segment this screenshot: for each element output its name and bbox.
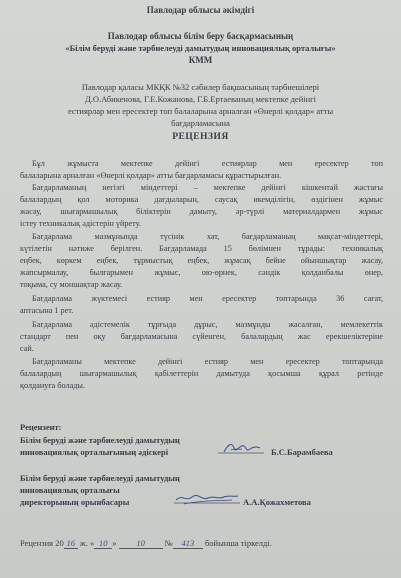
body-line: жапсырмалау, былғарымен жұмыс, ою-өрнек, сәндік қолданбалы өнер, bbox=[20, 268, 383, 277]
body-line: тоқыма, су моншақтар жасау. bbox=[20, 280, 123, 289]
document-title: РЕЦЕНЗИЯ bbox=[172, 132, 229, 142]
body-line: істеу техникалық әдістерін үйрету. bbox=[20, 219, 141, 228]
subject-line-3: естиярлар мен ересектер топ балаларына арналған «Өнерлі қолдар» атты bbox=[67, 106, 334, 116]
registration-month: 10 bbox=[119, 539, 163, 549]
body-line: балаларына арналған «Өнерлі қолдар» атты бағдарламасы құрастырылған. bbox=[20, 171, 282, 180]
signature-1 bbox=[216, 438, 266, 458]
body-line: аптасына 1 рет. bbox=[20, 306, 74, 315]
reviewer-1-org-line-2: инновациялық орталығының әдіскері bbox=[20, 447, 169, 457]
body-line: Бағдарламаны мектепке дейінгі естияр мен ересектер топтарында bbox=[32, 357, 383, 366]
subject-line-2: Д.О.Абикенова, Г.Е.Кожанова, Г.Б.Ертаеваның мектепке дейінгі bbox=[84, 94, 317, 104]
registration-suffix: бойынша тіркелді. bbox=[204, 538, 272, 548]
registration-mid-3: № bbox=[164, 538, 173, 548]
body-line: күтілетін нәтиже берілген. Бағдарламада 15 бөлімнен тұрады: техникалық bbox=[20, 244, 383, 253]
registration-mid-1: ж. « bbox=[79, 538, 95, 548]
body-line: сай. bbox=[20, 344, 34, 353]
body-line: балалардың қол моторика дағдыларын, саусақ икемділігін, өздігінен жұмыс bbox=[20, 195, 383, 204]
header-akimat: Павлодар облысы әкімдігі bbox=[146, 5, 255, 15]
signature-2 bbox=[172, 488, 242, 508]
body-line: қолдануға болады. bbox=[20, 381, 85, 390]
reviewer-heading: Рецензент: bbox=[20, 422, 62, 432]
reviewer-2-org-line-2: инновациялық орталығы bbox=[20, 485, 120, 495]
header-department: Павлодар облысы білім беру басқармасының bbox=[107, 31, 294, 41]
reviewer-2-name: А.А.Қожахметова bbox=[243, 497, 311, 507]
body-line: балалардың шығармашылық қабілеттерін дамытуда қосымша құрал ретінде bbox=[20, 369, 383, 378]
registration-year: 16 bbox=[64, 539, 78, 549]
reviewer-1-name: Б.С.Барамбаева bbox=[271, 447, 333, 457]
header-center: «Білім беруді және тәрбиелеуді дамытудың инновациялық орталығы» bbox=[65, 43, 336, 53]
registration-line bbox=[20, 539, 272, 549]
body-line: Бұл жұмыста мектепке дейінгі естиярлар мен ересектер топ bbox=[32, 159, 383, 168]
body-line: стандарт пен оқу бағдарламасына сүйенген, балалардың жас ерекшеліктеріне bbox=[20, 332, 383, 341]
registration-prefix: Рецензия 20 bbox=[20, 538, 64, 548]
registration-number: 413 bbox=[173, 539, 203, 549]
body-line: еңбек, көркем еңбек, тұрмыстық еңбек, жұмсақ бейне ойыншықтар жасау, bbox=[20, 256, 383, 265]
reviewer-2-org-line-3: директорының орынбасары bbox=[20, 497, 130, 507]
header-kmm: КММ bbox=[188, 55, 213, 65]
subject-line-4: бағдарламасына bbox=[171, 118, 230, 128]
reviewer-1-org-line-1: Білім беруді және тәрбиелеуді дамытудың bbox=[20, 435, 180, 445]
body-line: Бағдарлама әдістемелік тұрғыда дұрыс, мазмұнды жасалған, мемлекеттік bbox=[32, 320, 383, 329]
body-line: Бағдарлама жүктемесі естияр мен ересектер топтарында 36 сағат, bbox=[32, 294, 383, 303]
reviewer-2-org-line-1: Білім беруді және тәрбиелеуді дамытудың bbox=[20, 473, 180, 483]
registration-day: 10 bbox=[94, 539, 112, 549]
subject-line-1: Павлодар қаласы МКҚК №32 сәбилер бақшасының тәрбиешілері bbox=[81, 82, 320, 92]
registration-mid-2: » bbox=[112, 538, 117, 548]
body-line: Бағдарламаның негізгі міндеттері – мектепке дейінгі кішкентай жастағы bbox=[32, 183, 383, 192]
body-line: Бағдарлама мазмұнында түсінік хат, бағдарламаның мақсат-міндеттері, bbox=[32, 232, 383, 241]
body-line: жасау, шығармашылық біліктерін дамыту, әр-түрлі материалдармен жұмыс bbox=[20, 207, 383, 216]
